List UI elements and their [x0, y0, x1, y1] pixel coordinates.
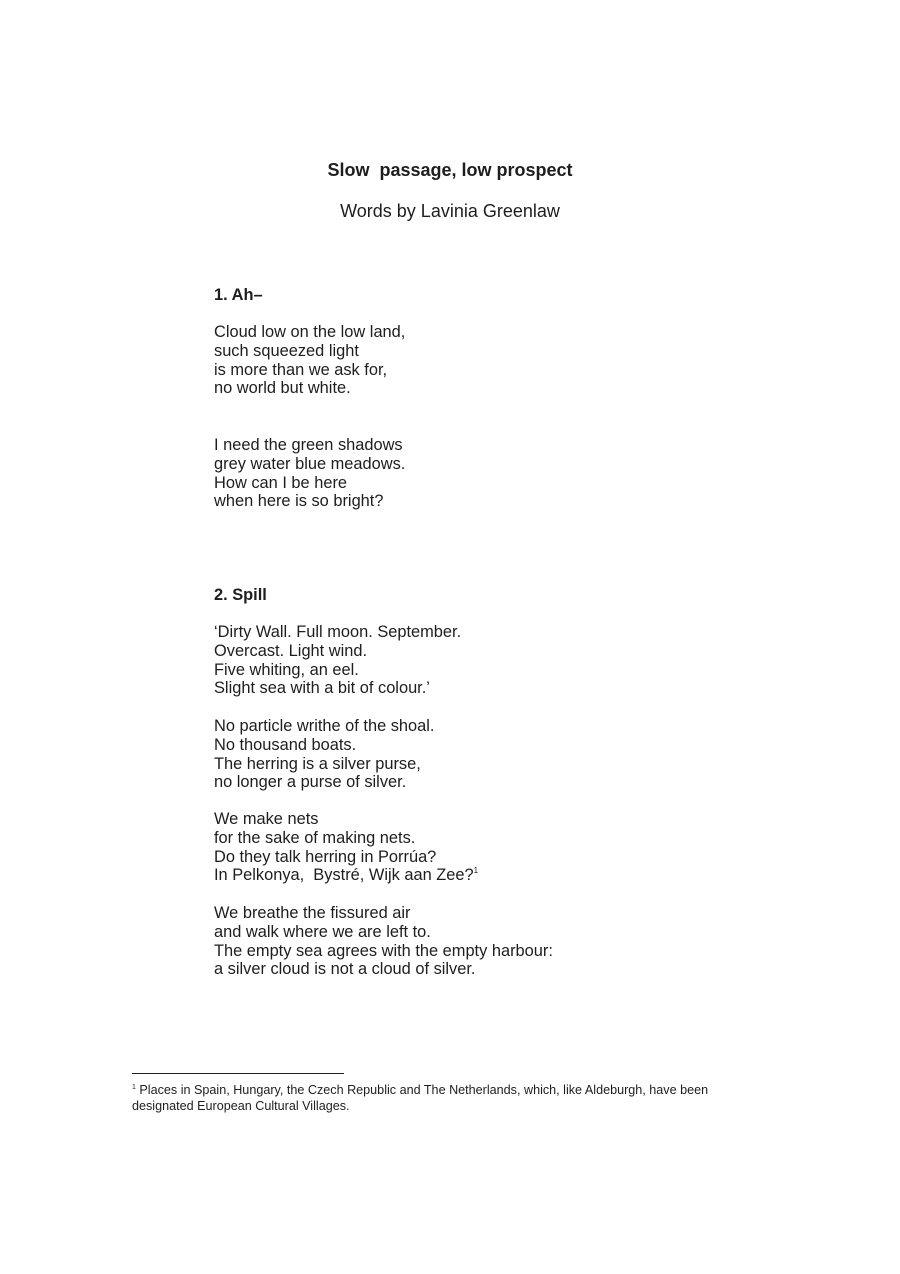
- poem-line: a silver cloud is not a cloud of silver.: [214, 960, 476, 979]
- poem-line: We breathe the fissured air: [214, 904, 411, 922]
- poem-line: Slight sea with a bit of colour.’: [214, 679, 430, 698]
- section-2-stanza-2: [214, 717, 434, 792]
- poem-line: Do they talk herring in Porrúa?: [214, 847, 437, 866]
- poem-line: is more than we ask for,: [214, 360, 388, 379]
- poem-line: The empty sea agrees with the empty harbour:: [214, 941, 553, 960]
- poem-line: no world but white.: [214, 379, 351, 398]
- footnote-reference: 1: [473, 866, 479, 876]
- poem-line: Overcast. Light wind.: [214, 641, 368, 660]
- poem-line: [214, 866, 478, 885]
- section-2-heading: 2. Spill: [214, 586, 267, 604]
- section-1-stanza-2: [214, 436, 405, 511]
- poem-line: grey water blue meadows.: [214, 454, 406, 473]
- poem-line: Five whiting, an eel.: [214, 660, 359, 679]
- poem-line: No thousand boats.: [214, 735, 357, 754]
- footnote-mark: 1: [132, 1084, 136, 1091]
- footnote-separator: [132, 1073, 344, 1074]
- poem-line: such squeezed light: [214, 341, 359, 360]
- poem-line: for the sake of making nets.: [214, 828, 416, 847]
- poem-line: We make nets: [214, 810, 319, 828]
- poem-line: when here is so bright?: [214, 492, 384, 511]
- poem-line: I need the green shadows: [214, 436, 403, 454]
- poem-line-text: In Pelkonya, Bystré, Wijk aan Zee?: [214, 866, 474, 885]
- section-1-heading: 1. Ah–: [214, 286, 263, 304]
- byline: Words by Lavinia Greenlaw: [340, 201, 560, 221]
- poem-line: How can I be here: [214, 473, 348, 492]
- poem-title: Slow passage, low prospect: [327, 160, 573, 180]
- footnote: [132, 1082, 772, 1114]
- poem-line: and walk where we are left to.: [214, 922, 431, 941]
- poem-line: The herring is a silver purse,: [214, 754, 421, 773]
- section-2-stanza-4: [214, 904, 553, 979]
- poem-line: Cloud low on the low land,: [214, 323, 406, 341]
- footnote-text: Places in Spain, Hungary, the Czech Republic and The Netherlands, which, like Aldeburgh, have been designated European Cultural Villages.: [132, 1083, 709, 1113]
- poem-line: no longer a purse of silver.: [214, 773, 407, 792]
- section-2-stanza-3: [214, 810, 478, 885]
- section-1-stanza-1: [214, 323, 405, 398]
- poem-line: ‘Dirty Wall. Full moon. September.: [214, 623, 462, 641]
- poem-line: No particle writhe of the shoal.: [214, 717, 435, 735]
- section-2-stanza-1: [214, 623, 461, 698]
